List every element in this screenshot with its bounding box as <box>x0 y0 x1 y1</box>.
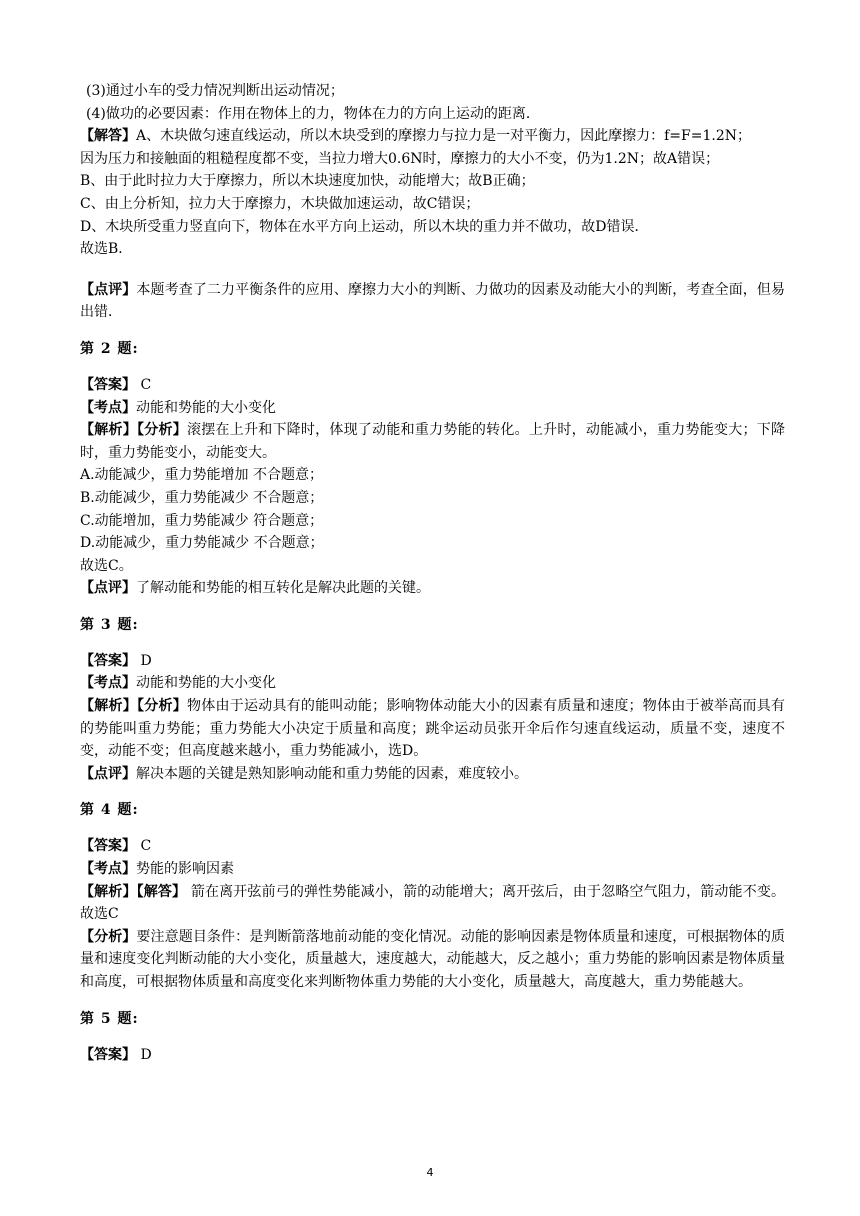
answer-tag: 【解答】 <box>80 128 136 145</box>
answer-text-a: A、木块做匀速直线运动，所以木块受到的摩擦力与拉力是一对平衡力，因此摩擦力：f=F=1.2N； <box>136 128 751 145</box>
review-tag: 【点评】 <box>80 281 137 298</box>
q4-point <box>80 858 785 881</box>
q3-review-text: 解决本题的关键是熟知影响动能和重力势能的因素，难度较小。 <box>136 765 528 782</box>
q5-answer <box>80 1044 785 1067</box>
q4-sub-tag: 【分析】 <box>80 928 137 945</box>
q2-choice: 故选C。 <box>80 557 133 574</box>
q3-answer-value: D <box>136 652 152 669</box>
q3-point <box>80 672 785 695</box>
q4-sub-analysis <box>80 926 785 994</box>
q2-point-text: 动能和势能的大小变化 <box>136 399 276 416</box>
q3-analysis-tag: 【解析】 <box>80 698 137 715</box>
q2-analysis-tag: 【解析】 <box>80 422 137 439</box>
q4-answer-tag: 【答案】 <box>80 838 136 855</box>
q4-analysis <box>80 881 785 926</box>
q2-point <box>80 397 785 420</box>
question-5-title: 第 5 题: <box>80 1010 139 1027</box>
solution-choice: 故选B． <box>80 241 133 258</box>
page-number: 4 <box>426 1166 434 1179</box>
q2-review-text: 了解动能和势能的相互转化是解决此题的关键。 <box>136 580 430 597</box>
q2-review-tag: 【点评】 <box>80 580 136 597</box>
q2-answer <box>80 374 785 397</box>
question-4-title: 第 4 题: <box>80 802 139 819</box>
q2-option-b: B.动能减少，重力势能减少 不合题意； <box>80 489 324 506</box>
q2-option-a: A.动能减少，重力势能增加 不合题意； <box>80 467 324 484</box>
q4-analysis-tag: 【解析】 <box>80 883 137 900</box>
q3-analysis-sub-tag: 【分析】 <box>136 698 187 715</box>
q3-point-tag: 【考点】 <box>80 675 136 692</box>
q4-answer <box>80 835 785 858</box>
solution-option-c: C、由上分析知，拉力大于摩擦力，木块做加速运动，故C错误； <box>80 195 480 212</box>
q2-analysis-text: 滚摆在上升和下降时，体现了动能和重力势能的转化。上升时，动能减小，重力势能变大；下降时，重力势能变小，动能变大。 <box>80 422 786 461</box>
q3-answer <box>80 650 785 673</box>
q2-answer-tag: 【答案】 <box>80 376 136 393</box>
q4-point-text: 势能的影响因素 <box>136 861 234 878</box>
solution-answer-line-2: 因为压力和接触面的粗糙程度都不变，当拉力增大0.6N时，摩擦力的大小不变，仍为1.2N；故A错误； <box>80 150 720 167</box>
q3-review-tag: 【点评】 <box>80 765 136 782</box>
q2-analysis <box>80 419 785 464</box>
solution-review <box>80 279 785 324</box>
q5-answer-value: D <box>136 1046 152 1063</box>
q3-point-text: 动能和势能的大小变化 <box>136 675 276 692</box>
q2-review <box>80 577 785 600</box>
solution-point-3: (3)通过小车的受力情况判断出运动情况； <box>86 83 344 99</box>
q2-option-c: C.动能增加，重力势能减少 符合题意； <box>80 512 324 529</box>
q4-analysis-sub-tag: 【解答】 <box>136 883 187 900</box>
q3-analysis-text: 物体由于运动具有的能叫动能；影响物体动能大小的因素有质量和速度；物体由于被举高而具有的势能叫重力势能；重力势能大小决定于质量和高度；跳伞运动员张开伞后作匀速直线运动，质量不变，速度不变，动能不变；但高度越来越小，重力势能减小，选D。 <box>80 698 786 760</box>
q3-analysis <box>80 695 785 763</box>
q2-point-tag: 【考点】 <box>80 399 136 416</box>
solution-answer-line-1 <box>80 125 785 148</box>
review-text: 本题考查了二力平衡条件的应用、摩擦力大小的判断、力做功的因素及动能大小的判断，考查全面，但易出错． <box>80 281 786 321</box>
solution-option-d: D、木块所受重力竖直向下，物体在水平方向上运动，所以木块的重力并不做功，故D错误． <box>80 218 649 235</box>
question-3-title: 第 3 题: <box>80 616 139 633</box>
q5-answer-tag: 【答案】 <box>80 1046 136 1063</box>
q4-answer-value: C <box>136 838 152 855</box>
q2-answer-value: C <box>136 376 152 393</box>
q2-analysis-sub-tag: 【分析】 <box>136 422 187 439</box>
q4-sub-text: 要注意题目条件：是判断箭落地前动能的变化情况。动能的影响因素是物体质量和速度，可根据物体的质量和速度变化判断动能的大小变化，质量越大，速度越大，动能越大，反之越小；重力势能的影响因素是物体质量和高度，可根据物体质量和高度变化来判断物体重力势能的大小变化，质量越大，高度越大，重力势能越大。 <box>80 928 786 990</box>
q2-option-d: D.动能减少，重力势能减少 不合题意； <box>80 535 324 552</box>
solution-option-b: B、由于此时拉力大于摩擦力，所以木块速度加快，动能增大；故B正确； <box>80 173 535 190</box>
q4-point-tag: 【考点】 <box>80 861 136 878</box>
solution-point-4: (4)做功的必要因素：作用在物体上的力，物体在力的方向上运动的距离． <box>86 105 540 122</box>
q3-review <box>80 763 785 786</box>
page-content <box>80 80 785 1066</box>
q4-analysis-text: 箭在离开弦前弓的弹性势能减小，箭的动能增大；离开弦后，由于忽略空气阻力，箭动能不变。 故选C <box>80 883 786 923</box>
question-2-title: 第 2 题: <box>80 340 139 357</box>
q3-answer-tag: 【答案】 <box>80 652 136 669</box>
